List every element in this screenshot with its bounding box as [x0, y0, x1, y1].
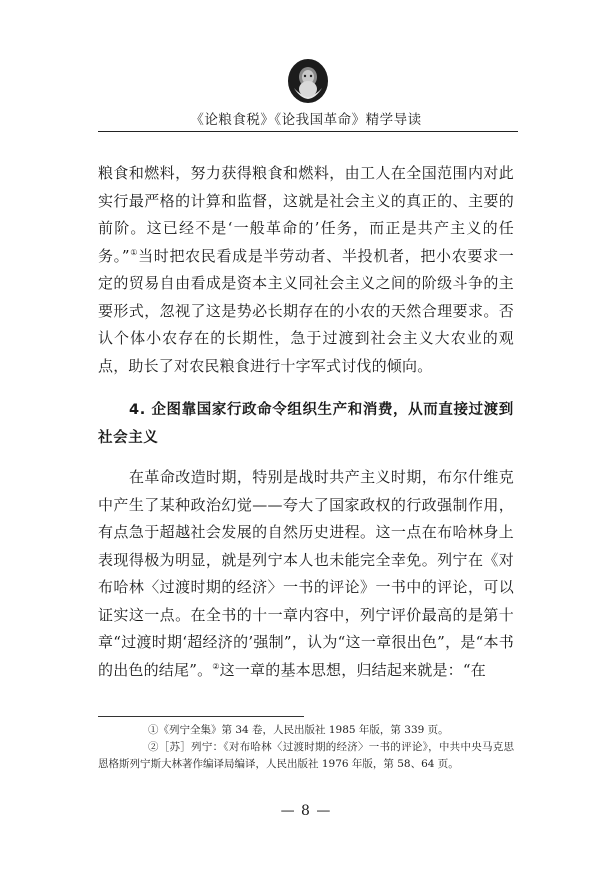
footnote-ref-1[interactable]: ① — [129, 247, 139, 257]
page-number: — 8 — — [280, 803, 332, 819]
footnote-ref-2[interactable]: ② — [212, 661, 220, 671]
footnote-1: ①《列宁全集》第 34 卷，人民出版社 1985 年版，第 339 页。 — [148, 724, 449, 736]
footnote-rule — [98, 716, 304, 717]
main-text — [98, 160, 514, 684]
section-heading: 4. 企图靠国家行政命令组织生产和消费，从而直接过渡到社会主义 — [98, 402, 514, 446]
footnotes — [98, 722, 514, 773]
paragraph-2-text: 在革命改造时期，特别是战时共产主义时期，布尔什维克中产生了某种政治幻觉——夸大了国家政权的行政强制作用，有点急于超越社会发展的自然历史进程。这一点在布哈林身上表现得极为明显，就是列宁本人也未能完全幸免。列宁在《对布哈林〈过渡时期的经济〉一书的评论》一书中的评论，可以证实这一点。在全书的十一章内容中，列宁评价最高的是第十章“过渡时期‘超经济的’强制”，认为“这一章很出色”，是“本书的出色的结尾”。 — [98, 468, 514, 679]
paragraph-1-tail: 当时把农民看成是半劳动者、半投机者，把小农要求一定的贸易自由看成是资本主义同社会主义之间的阶级斗争的主要形式，忽视了这是势必长期存在的小农的天然合理要求。否认个体小农存在的长期性，急于过渡到社会主义大农业的观点，助长了对农民粮食进行十字军式讨伐的倾向。 — [98, 246, 514, 375]
paragraph-1 — [98, 160, 514, 380]
paragraph-2 — [98, 464, 514, 684]
running-header-title: 《论粮食税》《论我国革命》精学导读 — [190, 112, 422, 128]
author-portrait-logo — [286, 58, 330, 104]
header-rule — [98, 131, 518, 132]
paragraph-1-text: 粮食和燃料，努力获得粮食和燃料，由工人在全国范围内对此实行最严格的计算和监督，这就是社会主义的真正的、主要的前阶。这已经不是‘一般革命的’任务，而正是共产主义的任务。” — [98, 164, 514, 265]
portrait-icon — [286, 58, 330, 104]
footnote-2: ②［苏］列宁：《对布哈林〈过渡时期的经济〉一书的评论》，中共中央马克思恩格斯列宁斯大林著作编译局编译，人民出版社 1976 年版，第 58、64 页。 — [98, 741, 514, 770]
paragraph-2-tail: 这一章的基本思想，归结起来就是：“在 — [219, 660, 486, 679]
